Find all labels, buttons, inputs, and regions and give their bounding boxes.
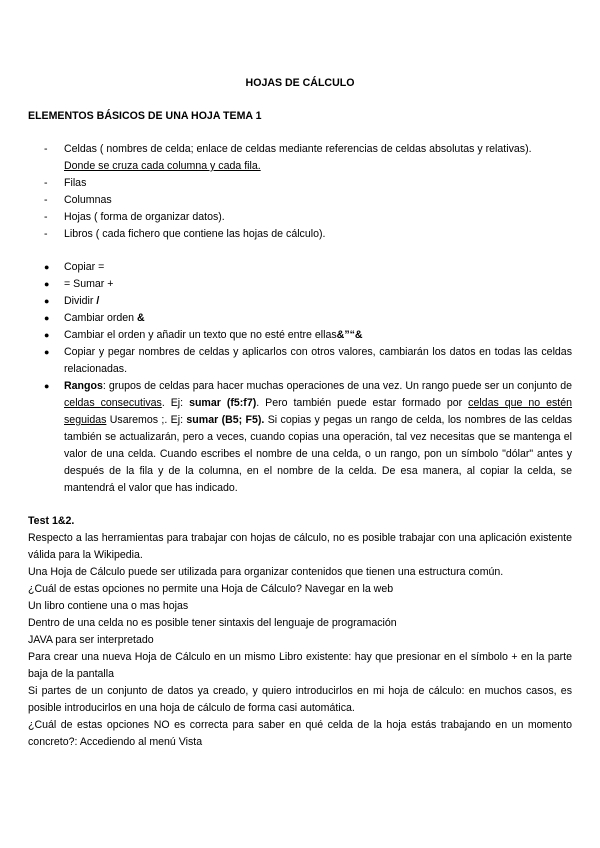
dividir-label: Dividir [64,295,97,307]
cambiar-orden-symbol: & [137,312,145,324]
rangos-text-3: . Pero también puede estar formado por [256,397,469,409]
list-item-cambiar-texto [44,327,572,344]
rangos-text-4: Usaremos ;. Ej: [106,414,187,426]
test-line: Dentro de una celda no es posible tener sintaxis del lenguaje de programación [28,617,397,629]
list-item-hojas: - Hojas ( forma de organizar datos). [44,209,572,226]
test-line: Un libro contiene una o mas hojas [28,600,189,612]
test-line: Para crear una nueva Hoja de Cálculo en un mismo Libro existente: hay que presionar en el símbolo + en la parte baja de la pantalla [28,651,572,680]
rangos-text-1: : grupos de celdas para hacer muchas operaciones de una vez. Un rango puede ser un conjunto de [102,380,572,392]
operations-bullet-list [44,259,572,497]
test-line: ¿Cuál de estas opciones no permite una Hoja de Cálculo? Navegar en la web [28,583,394,595]
list-item-celdas [44,141,572,175]
list-item-sumar: ● = Sumar + [44,276,572,293]
test-heading: Test 1&2. [28,515,75,527]
rangos-text-2: . Ej: [161,397,190,409]
cambiar-orden-label: Cambiar orden [64,312,138,324]
list-item-columnas: - Columnas [44,192,572,209]
test-line: JAVA para ser interpretado [28,634,154,646]
test-line: Respecto a las herramientas para trabajar con hojas de cálculo, no es posible trabajar con una aplicación existente válida para la Wikipedia. [28,532,572,561]
section-heading: ELEMENTOS BÁSICOS DE UNA HOJA TEMA 1 [28,110,262,122]
list-item-rangos [44,378,572,497]
elements-dash-list [44,141,572,243]
list-item-copiar: ● Copiar = [44,259,572,276]
list-item-cambiar-orden [44,310,572,327]
test-line: ¿Cuál de estas opciones NO es correcta para saber en qué celda de la hoja estás trabajando en un momento concreto?: Accediendo al menú Vista [28,719,572,748]
test-line: Una Hoja de Cálculo puede ser utilizada para organizar contenidos que tienen una estructura común. [28,566,504,578]
rangos-label: Rangos [64,380,103,392]
list-item-copiar-pegar: ● Copiar y pegar nombres de celdas y aplicarlos con otros valores, cambiarán los datos en todas las celdas relacionadas. [44,344,572,378]
list-item-filas: - Filas [44,175,572,192]
dividir-symbol: / [96,295,100,307]
test-line: Si partes de un conjunto de datos ya creado, y quiero introducirlos en mi hoja de cálculo: en muchos casos, es posible introducirlos en una hoja de cálculo de forma casi automática. [28,685,572,714]
page-title: HOJAS DE CÁLCULO [245,77,355,89]
list-item-dividir [44,293,572,310]
cambiar-texto-symbol: &”“& [336,329,363,341]
rangos-text-5: Si copias y pegas un rango de celda, los nombres de las celdas también se actualizarán, pero a veces, cuando copias una operación, tal vez necesitas que se mantenga el valor de una celda. Cuando escribes el nombre de una celda, o un rango, pon un símbolo "dólar" antes y después de la fila y de la columna, en el nombre de la celda. De esa manera, al copiar la celda, se mantendrá el valor que has indicado. [64,414,572,494]
list-item-libros: - Libros ( cada fichero que contiene las hojas de cálculo). [44,226,572,243]
test-section [28,513,572,751]
celdas-definition: Donde se cruza cada columna y cada fila. [64,160,261,172]
rangos-example-2: sumar (B5; F5). [186,414,265,426]
rangos-consecutivas: celdas consecutivas [64,397,162,409]
cambiar-texto-label: Cambiar el orden y añadir un texto que no esté entre ellas [64,329,337,341]
rangos-no-seguidas: celdas que no estén seguidas [64,397,573,426]
rangos-example-1: sumar (f5:f7) [189,397,257,409]
celdas-text: Celdas ( nombres de celda; enlace de celdas mediante referencias de celdas absolutas y relativas). [64,143,532,155]
